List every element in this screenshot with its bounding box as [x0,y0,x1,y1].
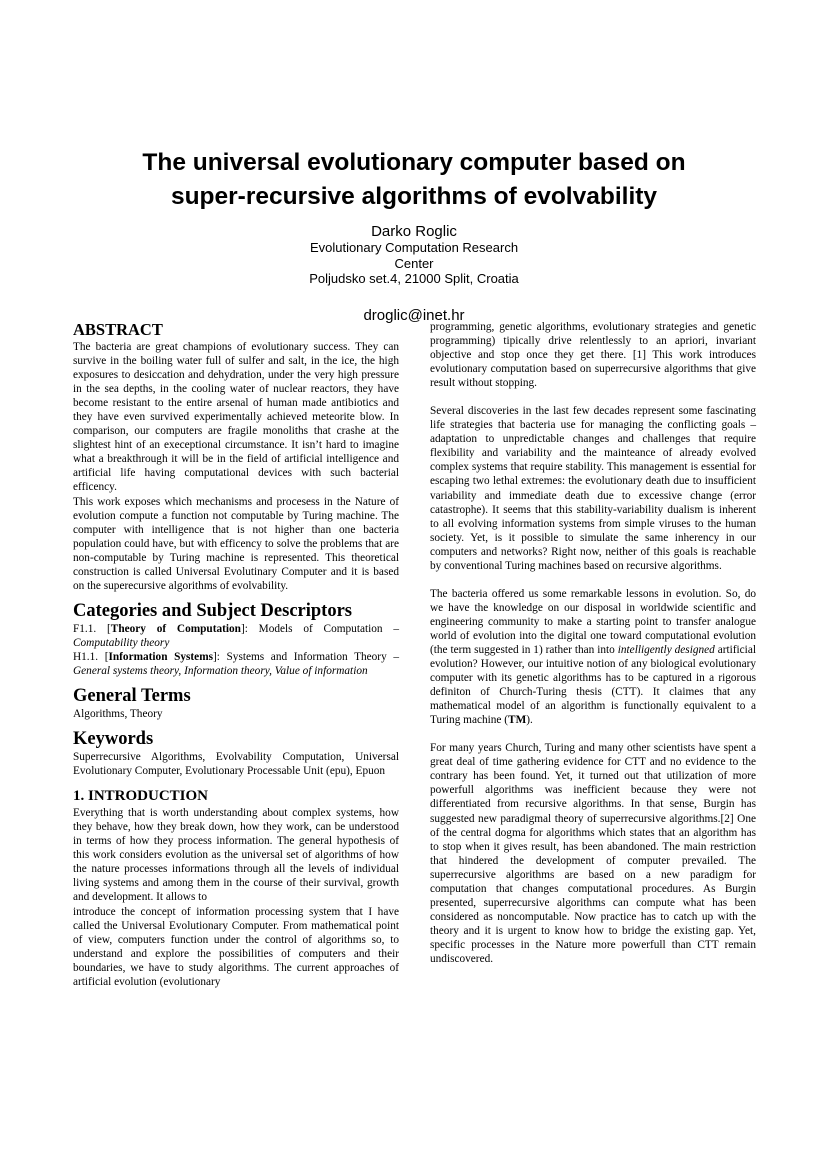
introduction-heading: 1. INTRODUCTION [73,788,209,805]
general-terms-heading: General Terms [73,686,191,707]
category-1-rest: ]: Models of Computation – [240,622,399,635]
category-1-italic: Computability theory [73,636,170,649]
right-p3-part-b: artificial evolution? However, our intuitive notion of any biological evolutionary computer with its genetic algorithms has to be captured in a rigorous definiton of Church-Turing thesis (CTT). It claimes that any mathematical model of an algorithm is functionally equivalent to a Turing machine ( [430,643,756,727]
abstract-paragraph-1: The bacteria are great champions of evolutionary success. They can survive in the boiling water full of sulfer and salt, in the ice, the high exposures to desiccation and dehydration, under the very high pressure in the sea depths, in the cooling water of nuclear reactors, they have become resistant to the entire arsenal of human made antibiotics and they have even survived experimentally achieved meteorite blow. In comparison, our computers are fragile monoliths that crashe at the slightest hint of an execeptional circumstance. It isn’t hard to imagine what a breakthrough it will be in the field of artificial intelligence and artificial life having computational devices with such bacterial efficency. [73,341,399,494]
right-paragraph-2: Several discoveries in the last few decades represent some fascinating life strategies that bacteria use for managing the conflicting goals – adaptation to unpredictable changes and challenges that require flexibility and variability and the mainteance of already evolved complex systems that require stability. This management is essential for escaping two lethal extremes: the evolutionary death due to insufficient variability and immediate death due to excessive change (error catastrophe). It seems that this stability-variability dualism is inherent to all evolving information systems from simple viruses to the human society. Yet, is it possible to simulate the same inherency in our computers and networks? Right now, neither of this goals is reachable by conventional Turing machines based on recursive algorithms. [430,405,756,572]
right-column [430,320,756,966]
right-p3-part-c: ). [526,714,533,727]
categories-heading: Categories and Subject Descriptors [73,600,352,621]
category-2-rest: ]: Systems and Information Theory [213,650,387,663]
right-p3-part-a: The bacteria offered us some remarkable lessons in evolution. So, do we have the knowledge on our disposal in worldwide scientific and engineering community to make a starting point to transfer analogue world of evolution into the digital one toward computational evolution (the term suggested in 1) rather than into [430,587,756,656]
right-paragraph-4: For many years Church, Turing and many other scientists have spent a great deal of time gathering evidence for CTT and no evidence to the contrary has been found. Yet, it turned out that utilization of more powerfull algorithms was inefficient because they were not differentiated from recursive algorithms. In that sense, Burgin has suggested new paradigmal theory of superrecursive algorithms.[2] One of the central dogma for algorithms which states that an algorithm has to stop when it gives result, has been abandoned. The main restriction that hindered the development of computer prevailed. The superrecursive algorithms are based on a new paradigm for computation that changes computational procedures. As Burgin presented, superrecursive algorithms can compute what has been considered as noncomputable. Now practice has to catch up with the theory and it is urgent to know how to bridge the existing gap. Yet, specific processes in the Nature more powerfull than CTT remain undiscovered. [430,742,756,965]
author-name: Darko Roglic [371,223,457,240]
affiliation-line-2: Center [394,255,434,271]
right-paragraph-1: programming, genetic algorithms, evolutionary strategies and genetic programming) tipically drive relentlessly to an apriori, invariant objective and stop once they get there. [1] This work introduces evolutionary computation based on superrecursive algorithms that give result without stopping. [430,321,756,390]
paper-header [0,146,828,324]
affiliation-line-1: Evolutionary Computation Research [309,240,519,255]
paper-title [0,146,828,214]
right-paragraph-3 [430,587,756,727]
category-2-bold: Information Systems [108,650,214,663]
author-address: Poljudsko set.4, 21000 Split, Croatia [309,271,519,286]
title-line-1: The universal evolutionary computer based on [142,149,686,176]
right-p3-bold: TM [508,714,527,727]
category-item-1 [73,622,399,650]
right-p3-italic: intelligently designed [617,643,715,656]
abstract-heading: ABSTRACT [73,320,163,339]
keywords-heading: Keywords [73,729,154,750]
category-item-2 [73,650,399,678]
category-2-code: H1.1. [ [73,650,109,663]
title-line-2: super-recursive algorithms of evolvability [170,183,658,210]
abstract-paragraph-2: This work exposes which mechanisms and procesess in the Nature of evolution compute a function not computable by Turing machine. The computer with intelligence that is not higher than one bacteria population could have, but with efficency to solve the problems that are non-computable by Turing machine is represented. This theoretical construction is called Universal Evolutinary Computer and it is based on the superecursive algorithms of evolvability. [73,495,399,592]
left-column [73,320,399,989]
general-terms-text: Algorithms, Theory [73,708,163,721]
category-1-code: F1.1. [ [73,622,111,635]
category-1-bold: Theory of Computation [110,622,241,635]
introduction-paragraph-2: introduce the concept of information processing system that I have called the Universal Evolutionary Computer. From mathematical point of view, computers function under the control of algorithms so, to understand and explore the possibilities of computers and their boundaries, we have to study algorithms. The current approaches of artificial evolution (evolutionary [73,905,399,988]
keywords-text: Superrecursive Algorithms, Evolvability Computation, Universal Evolutionary Computer, Evolutionary Processable Unit (epu), Epuon [73,751,399,778]
author-email: droglic@inet.hr [363,306,465,324]
introduction-paragraph-1: Everything that is worth understanding about complex systems, how they behave, how they break down, how they work, can be understood in terms of how they process information. The general hypothesis of this work considers evolution as the universal set of algorithms of how the nature processes informations through all the levels of individual living systems and among them in the course of their survival, growth and development. It allows to [73,807,399,904]
category-2-italic: – General systems theory, Information theory, Value of information [73,650,399,677]
